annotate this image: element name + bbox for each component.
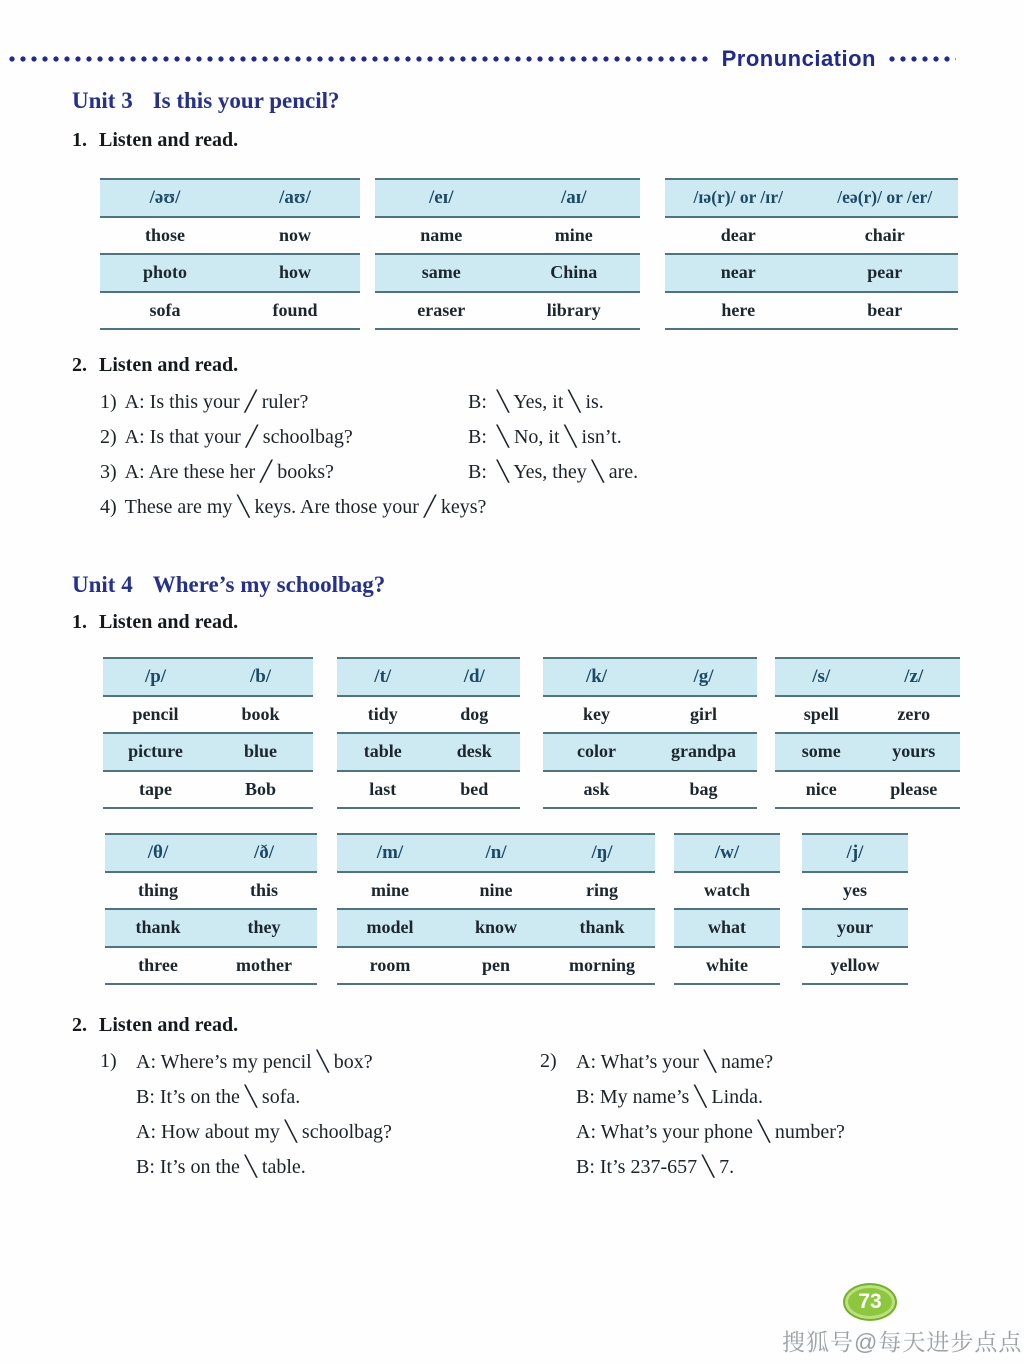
- word-row: [674, 872, 780, 910]
- word-cell: same: [421, 262, 461, 283]
- phonics-table: [674, 833, 780, 985]
- phonics-table: [802, 833, 908, 985]
- word-cell: table: [363, 741, 402, 762]
- word-row: [103, 696, 313, 734]
- word-cell: bag: [689, 778, 718, 799]
- dialogue-line: [100, 489, 980, 524]
- unit3-section1-heading: [72, 129, 238, 152]
- word-row: [665, 292, 958, 330]
- phoneme-header-row: [337, 658, 520, 696]
- phonics-table-j: [802, 833, 908, 985]
- word-row: [543, 733, 757, 771]
- word-cell: mine: [554, 224, 593, 245]
- dialogue-line: [100, 419, 980, 454]
- phonics-table: [543, 657, 757, 809]
- section-title: Listen and read.: [99, 354, 239, 376]
- speaker-a-text: A: Is that your ╱ schoolbag?: [124, 426, 353, 448]
- phoneme-header: /n/: [485, 841, 507, 863]
- phoneme-header: /g/: [693, 665, 714, 687]
- phoneme-header: /p/: [144, 665, 167, 687]
- word-cell: chair: [864, 224, 905, 245]
- line-number: 1): [100, 1050, 117, 1072]
- word-cell: dear: [720, 224, 756, 245]
- word-row: [100, 254, 360, 292]
- phoneme-header: /θ/: [147, 841, 169, 863]
- word-cell: bed: [460, 778, 489, 799]
- word-cell: how: [278, 262, 311, 283]
- unit3-section2-heading: [72, 354, 238, 377]
- phoneme-header-row: [337, 834, 655, 872]
- word-row: [674, 947, 780, 985]
- word-row: [105, 947, 317, 985]
- line-number: 4): [100, 496, 117, 518]
- phoneme-header-row: [674, 834, 780, 872]
- unit3-title: Is this your pencil?: [152, 88, 340, 113]
- word-cell: room: [369, 954, 411, 975]
- word-cell: photo: [142, 262, 187, 283]
- phoneme-header: /b/: [249, 665, 272, 687]
- word-cell: now: [278, 224, 311, 245]
- dialogue-text: B: It’s on the ╲ table.: [136, 1156, 306, 1178]
- word-cell: book: [241, 703, 280, 724]
- word-cell: dog: [460, 703, 489, 724]
- word-row: [802, 947, 908, 985]
- section-number: 1.: [72, 129, 87, 151]
- phonics-table-k-g: [543, 657, 757, 809]
- phonics-table-ei-ai: [375, 178, 640, 330]
- line-number: 3): [100, 461, 117, 483]
- dialogue-line: [100, 384, 980, 419]
- dialogue-line: [100, 1149, 560, 1184]
- phonics-table-th-dh: [105, 833, 317, 985]
- phonics-table-m-n-ng: [337, 833, 655, 985]
- word-cell: this: [249, 879, 278, 900]
- phonics-table-t-d: [337, 657, 520, 809]
- word-cell: zero: [897, 703, 931, 724]
- word-row: [375, 254, 640, 292]
- word-cell: three: [138, 954, 178, 975]
- word-cell: girl: [690, 703, 717, 724]
- word-cell: grandpa: [670, 741, 737, 762]
- word-cell: key: [583, 703, 610, 724]
- word-cell: yellow: [830, 954, 880, 975]
- dialogue-text: B: It’s 237-657 ╲ 7.: [576, 1156, 735, 1178]
- phoneme-header: /ɪə(r)/ or /ɪr/: [693, 187, 783, 208]
- speaker-b-text: B: ╲ Yes, they ╲ are.: [468, 461, 639, 483]
- word-cell: China: [550, 262, 598, 283]
- word-cell: picture: [128, 741, 183, 762]
- phoneme-header: /ð/: [253, 841, 275, 863]
- phoneme-header: /aɪ/: [560, 186, 587, 208]
- word-row: [103, 733, 313, 771]
- dotted-line-left: [8, 55, 710, 63]
- word-cell: pencil: [132, 703, 179, 724]
- phoneme-header-row: [543, 658, 757, 696]
- phoneme-header: /t/: [374, 665, 392, 687]
- phoneme-header: /w/: [714, 841, 740, 863]
- word-cell: watch: [704, 879, 750, 900]
- word-row: [337, 872, 655, 910]
- word-cell: name: [420, 224, 463, 245]
- word-cell: pen: [481, 954, 510, 975]
- dialogue-line: [540, 1044, 1000, 1079]
- section-number: 2.: [72, 354, 87, 376]
- dialogue-text: B: My name’s ╲ Linda.: [576, 1086, 764, 1108]
- dialogue-line: [540, 1114, 1000, 1149]
- unit4-dialogue-2: [540, 1044, 1000, 1184]
- phoneme-header: /aʊ/: [279, 186, 311, 208]
- word-cell: last: [369, 778, 397, 799]
- phoneme-header: /m/: [376, 841, 404, 863]
- phoneme-header: /z/: [904, 665, 924, 687]
- word-cell: yes: [843, 879, 867, 900]
- word-row: [375, 292, 640, 330]
- unit4-title: Where’s my schoolbag?: [152, 572, 386, 597]
- word-row: [337, 696, 520, 734]
- word-cell: ask: [583, 778, 610, 799]
- speaker-a-text: These are my ╲ keys. Are those your ╱ keys?: [124, 496, 487, 518]
- word-cell: bear: [867, 299, 903, 320]
- word-cell: model: [366, 917, 414, 938]
- word-row: [775, 733, 960, 771]
- word-row: [543, 771, 757, 809]
- word-row: [105, 909, 317, 947]
- word-cell: color: [577, 741, 616, 762]
- speaker-b-text: B: ╲ No, it ╲ isn’t.: [468, 426, 622, 448]
- word-row: [665, 254, 958, 292]
- page-number-badge: 73: [843, 1283, 897, 1321]
- unit3-number: Unit 3: [72, 88, 133, 113]
- dialogue-line: [100, 1079, 560, 1114]
- phoneme-header: /d/: [463, 665, 485, 687]
- phonics-table: [105, 833, 317, 985]
- unit4-dialogue-1: [100, 1044, 560, 1184]
- dialogue-line: [540, 1079, 1000, 1114]
- phoneme-header-row: [775, 658, 960, 696]
- speaker-a-text: A: Is this your ╱ ruler?: [124, 391, 309, 413]
- word-cell: nice: [805, 778, 837, 799]
- pronunciation-rule: [8, 46, 956, 72]
- dialogue-text: A: What’s your ╲ name?: [576, 1051, 774, 1073]
- word-row: [337, 909, 655, 947]
- word-cell: spell: [803, 703, 839, 724]
- line-number: 1): [100, 391, 117, 413]
- word-row: [337, 733, 520, 771]
- dialogue-line: [100, 1114, 560, 1149]
- dotted-line-right: [888, 55, 956, 63]
- word-cell: your: [837, 917, 873, 938]
- word-row: [103, 771, 313, 809]
- phoneme-header: /s/: [812, 665, 831, 687]
- word-cell: nine: [479, 879, 513, 900]
- word-cell: blue: [243, 741, 277, 762]
- phonics-table: [375, 178, 640, 330]
- word-cell: yours: [892, 741, 936, 762]
- word-row: [375, 217, 640, 255]
- dialogue-line: [540, 1149, 1000, 1184]
- word-cell: they: [247, 917, 281, 938]
- section-title: Listen and read.: [99, 611, 239, 633]
- phonics-table-ou-au: [100, 178, 360, 330]
- phoneme-header-row: [665, 179, 958, 217]
- phonics-table: [775, 657, 960, 809]
- phonics-table: [103, 657, 313, 809]
- phoneme-header: /ŋ/: [591, 841, 613, 863]
- word-row: [665, 217, 958, 255]
- dialogue-text: B: It’s on the ╲ sofa.: [136, 1086, 301, 1108]
- word-cell: mother: [236, 954, 292, 975]
- word-row: [100, 292, 360, 330]
- word-cell: eraser: [417, 299, 466, 320]
- dialogue-text: A: Where’s my pencil ╲ box?: [136, 1051, 373, 1073]
- word-cell: found: [272, 299, 318, 320]
- unit4-number: Unit 4: [72, 572, 133, 597]
- unit4-heading: [72, 572, 385, 598]
- word-cell: pear: [867, 262, 903, 283]
- section-title: Listen and read.: [99, 129, 239, 151]
- section-title: Listen and read.: [99, 1014, 239, 1036]
- line-number: 2): [540, 1050, 557, 1072]
- phoneme-header-row: [103, 658, 313, 696]
- phoneme-header: /eɪ/: [429, 186, 454, 208]
- word-row: [100, 217, 360, 255]
- unit4-section1-heading: [72, 611, 238, 634]
- word-cell: thank: [579, 917, 625, 938]
- word-cell: here: [721, 299, 756, 320]
- unit3-heading: [72, 88, 340, 114]
- word-cell: Bob: [244, 778, 277, 799]
- word-cell: white: [706, 954, 748, 975]
- word-row: [802, 872, 908, 910]
- phoneme-header-row: [100, 179, 360, 217]
- word-cell: thing: [137, 879, 179, 900]
- speaker-a-text: A: Are these her ╱ books?: [124, 461, 334, 483]
- pronunciation-label: Pronunciation: [721, 46, 876, 71]
- dialogue-text: A: How about my ╲ schoolbag?: [136, 1121, 392, 1143]
- word-cell: tidy: [367, 703, 398, 724]
- phonics-table: [337, 657, 520, 809]
- phonics-table: [337, 833, 655, 985]
- phoneme-header-row: [105, 834, 317, 872]
- word-cell: thank: [135, 917, 181, 938]
- phonics-table-p-b: [103, 657, 313, 809]
- phoneme-header: /eə(r)/ or /er/: [837, 187, 933, 208]
- word-cell: morning: [568, 954, 635, 975]
- phoneme-header: /k/: [585, 665, 608, 687]
- speaker-b-text: B: ╲ Yes, it ╲ is.: [468, 391, 604, 413]
- word-cell: tape: [139, 778, 172, 799]
- word-cell: what: [707, 917, 746, 938]
- word-row: [674, 909, 780, 947]
- section-number: 1.: [72, 611, 87, 633]
- word-cell: ring: [585, 879, 618, 900]
- watermark-text: 搜狐号@每天进步点点: [782, 1329, 1023, 1355]
- phoneme-header-row: [802, 834, 908, 872]
- word-row: [105, 872, 317, 910]
- word-row: [775, 771, 960, 809]
- phonics-table-ir-er: [665, 178, 958, 330]
- word-cell: near: [720, 262, 756, 283]
- word-cell: mine: [371, 879, 409, 900]
- unit4-section2-heading: [72, 1014, 238, 1037]
- phonics-table-w: [674, 833, 780, 985]
- word-cell: know: [474, 917, 518, 938]
- word-cell: some: [801, 741, 841, 762]
- word-cell: sofa: [149, 299, 181, 320]
- phonics-table: [100, 178, 360, 330]
- phoneme-header-row: [375, 179, 640, 217]
- section-number: 2.: [72, 1014, 87, 1036]
- dialogue-line: [100, 454, 980, 489]
- word-cell: those: [145, 224, 185, 245]
- word-row: [337, 947, 655, 985]
- phonics-table: [665, 178, 958, 330]
- word-row: [543, 696, 757, 734]
- phoneme-header: /j/: [846, 841, 864, 863]
- word-row: [337, 771, 520, 809]
- line-number: 2): [100, 426, 117, 448]
- unit3-dialogue: [100, 384, 980, 524]
- dialogue-line: [100, 1044, 560, 1079]
- word-row: [802, 909, 908, 947]
- word-cell: library: [546, 299, 601, 320]
- word-cell: desk: [456, 741, 492, 762]
- phonics-table-s-z: [775, 657, 960, 809]
- word-cell: please: [890, 778, 938, 799]
- phoneme-header: /əʊ/: [149, 186, 181, 208]
- dialogue-text: A: What’s your phone ╲ number?: [576, 1121, 845, 1143]
- word-row: [775, 696, 960, 734]
